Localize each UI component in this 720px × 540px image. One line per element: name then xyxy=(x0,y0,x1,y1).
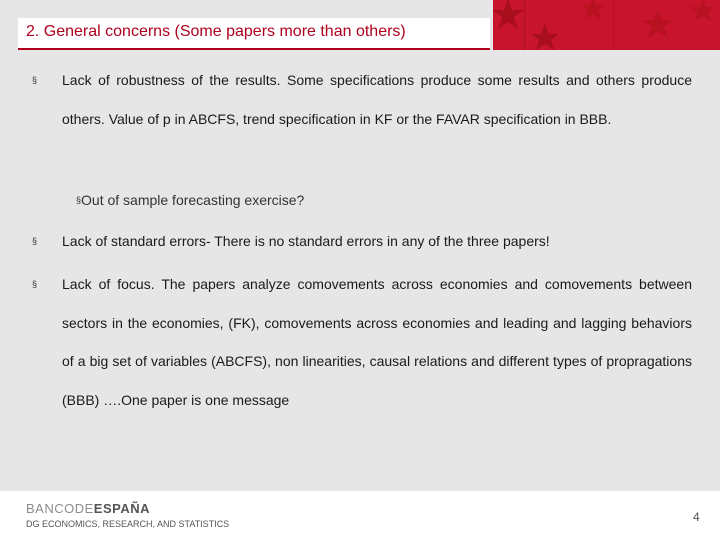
bullet-standard-errors: Lack of standard errors- There is no standard errors in any of the three papers! xyxy=(62,233,550,249)
department-label: DG ECONOMICS, RESEARCH, AND STATISTICS xyxy=(26,519,230,529)
star-flag-icon xyxy=(493,0,720,50)
bank-logo xyxy=(26,501,150,516)
bullet-marker: § xyxy=(32,279,38,289)
bullet-marker: § xyxy=(32,236,38,246)
bullet-robustness: Lack of robustness of the results. Some specifications produce some results and others produce others. Value of p in ABCFS, trend specification in KF or the FAVAR specification in BBB. xyxy=(62,72,692,127)
page-number: 4 xyxy=(693,510,700,524)
slide-header xyxy=(0,0,720,52)
bullet-focus: Lack of focus. The papers analyze comovements across economies and comovements between sectors in the economies, (FK), comovements across economies and leading and lagging behaviors of a big set of variables (ABCFS), non linearities, causal relations and different types of propragations (BBB) ….One paper is one message xyxy=(62,276,692,408)
logo-part-2: ESPAÑA xyxy=(93,501,151,516)
sub-bullet-text: Out of sample forecasting exercise? xyxy=(81,192,305,208)
slide-title: 2. General concerns (Some papers more than others) xyxy=(26,23,406,40)
bullet-marker: § xyxy=(32,75,38,85)
logo-part-1: BANCODE xyxy=(26,501,94,516)
sub-bullet-forecasting xyxy=(76,192,304,208)
sub-bullet-marker: § xyxy=(76,195,82,205)
title-bar xyxy=(18,18,490,50)
slide-footer xyxy=(0,491,720,540)
